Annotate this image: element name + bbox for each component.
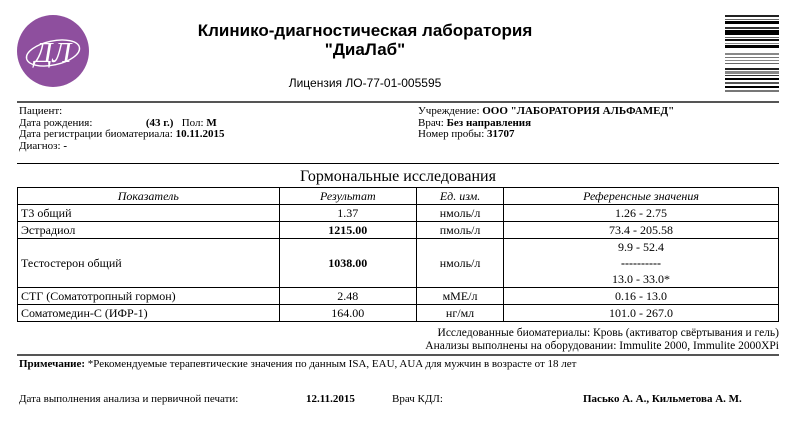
birth-label: Дата рождения:	[19, 116, 93, 129]
info-divider	[17, 163, 779, 164]
license-number: Лицензия ЛО-77-01-005595	[288, 76, 442, 90]
header-unit: Ед. изм.	[417, 188, 504, 205]
lab-doctor-names: Пасько А. А., Кильметова А. М.	[583, 393, 742, 405]
results-table	[17, 187, 779, 322]
note-divider	[17, 354, 779, 356]
lab-title: Клинико-диагностическая лаборатория	[197, 21, 533, 40]
reference-range	[504, 239, 779, 288]
sex-value: М	[206, 116, 217, 129]
reference-separator: ----------	[621, 256, 662, 270]
reference-range-therapeutic: 13.0 - 33.0*	[612, 272, 671, 286]
sample-label: Номер пробы:	[418, 128, 485, 140]
analysis-date-label: Дата выполнения анализа и первичной печати:	[19, 393, 239, 405]
reference-range: 0.16 - 13.0	[504, 288, 779, 305]
result-value: 1038.00	[279, 239, 416, 288]
table-header-row	[18, 188, 779, 205]
reference-range: 101.0 - 267.0	[504, 305, 779, 322]
unit: мМЕ/л	[417, 288, 504, 305]
result-value: 1.37	[279, 205, 416, 222]
table-row	[18, 205, 779, 222]
parameter-name: Тестостерон общий	[18, 239, 280, 288]
parameter-name: Т3 общий	[18, 205, 280, 222]
parameter-name: СТГ (Соматотропный гормон)	[18, 288, 280, 305]
lab-doctor-label: Врач КДЛ:	[392, 393, 443, 405]
unit: нг/мл	[417, 305, 504, 322]
reference-range: 1.26 - 2.75	[504, 205, 779, 222]
institution-value: ООО "ЛАБОРАТОРИЯ АЛЬФАМЕД"	[482, 105, 675, 117]
analysis-date: 12.11.2015	[306, 393, 355, 405]
note	[19, 358, 576, 370]
header-reference: Референсные значения	[504, 188, 779, 205]
doctor-value: Без направления	[446, 116, 532, 129]
reference-range: 73.4 - 205.58	[504, 222, 779, 239]
institution-info	[418, 106, 674, 141]
patient-info	[19, 106, 224, 152]
header-result: Результат	[279, 188, 416, 205]
note-text: *Рекомендуемые терапевтические значения по данным ISA, EAU, AUA для мужчин в возрасте от 18 лет	[87, 358, 577, 370]
table-row	[18, 288, 779, 305]
unit: нмоль/л	[417, 239, 504, 288]
lab-name: "ДиаЛаб"	[324, 40, 406, 59]
table-row	[18, 222, 779, 239]
sex-label: Пол:	[181, 116, 204, 129]
equipment-text: Анализы выполнены на оборудовании: Immulite 2000, Immulite 2000XPi	[425, 340, 779, 352]
svg-text:ДЛ: ДЛ	[34, 38, 72, 69]
patient-label: Пациент:	[19, 105, 63, 117]
unit: пмоль/л	[417, 222, 504, 239]
diagnosis-label: Диагноз:	[19, 139, 61, 152]
institution-label: Учреждение:	[418, 105, 480, 117]
unit: нмоль/л	[417, 205, 504, 222]
table-row	[18, 239, 779, 288]
diagnosis-row	[19, 141, 224, 153]
biomaterials-text: Исследованные биоматериалы: Кровь (активатор свёртывания и гель)	[437, 327, 779, 339]
reference-range-general: 9.9 - 52.4	[618, 240, 665, 254]
header-divider	[17, 101, 779, 103]
result-value: 164.00	[279, 305, 416, 322]
parameter-name: Соматомедин-С (ИФР-1)	[18, 305, 280, 322]
result-value: 2.48	[279, 288, 416, 305]
parameter-name: Эстрадиол	[18, 222, 280, 239]
result-value: 1215.00	[279, 222, 416, 239]
registration-label: Дата регистрации биоматериала:	[19, 128, 173, 140]
registration-date: 10.11.2015	[175, 128, 225, 140]
section-title: Гормональные исследования	[300, 168, 496, 185]
lab-logo	[17, 15, 89, 87]
patient-age: (43 г.)	[145, 116, 174, 129]
header-parameter: Показатель	[18, 188, 280, 205]
diagnosis-value: -	[63, 139, 67, 152]
sample-row	[418, 129, 674, 141]
barcode-icon	[725, 15, 779, 93]
note-label: Примечание:	[19, 358, 86, 370]
doctor-label: Врач:	[418, 116, 444, 129]
biomaterials-info	[425, 327, 779, 353]
table-row	[18, 305, 779, 322]
logo-monogram-icon	[17, 15, 89, 87]
sample-number: 31707	[487, 128, 515, 140]
